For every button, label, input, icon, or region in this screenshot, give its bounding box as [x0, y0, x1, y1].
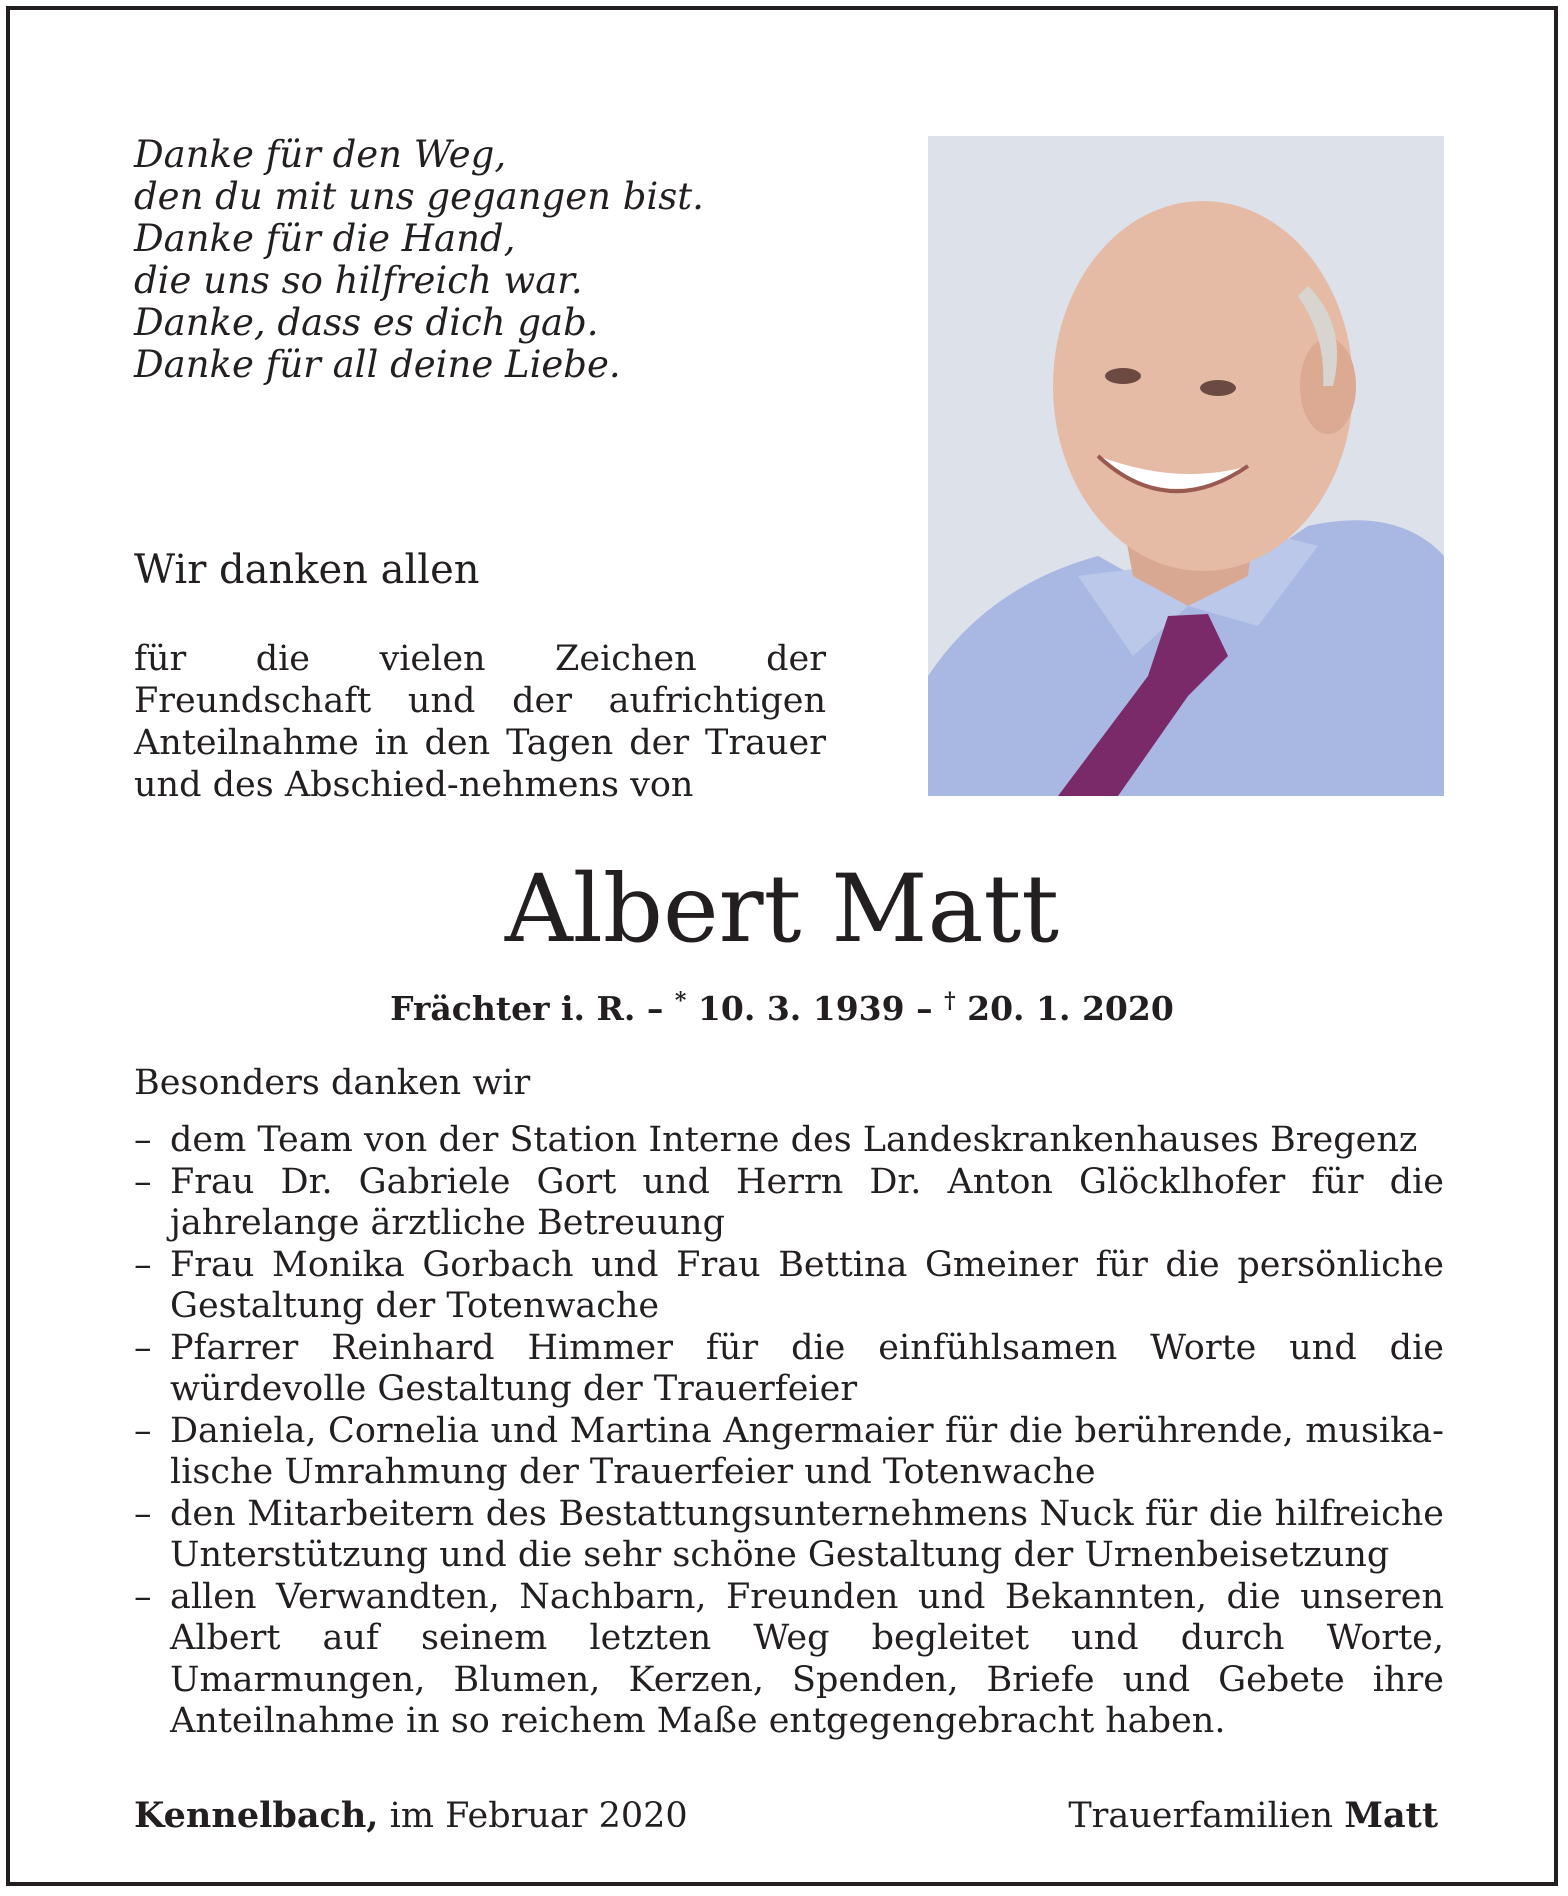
footer-family-name: Matt — [1344, 1795, 1438, 1836]
list-dash: – — [134, 1576, 152, 1617]
deceased-name: Albert Matt — [504, 855, 1060, 964]
list-item-text: allen Verwandten, Nachbarn, Freunden und Bekannten, die unseren Albert auf seinem letzten Weg begleitet und durch Worte, Umarmungen, Blumen, Kerzen, Spenden, Briefe und Gebete ihre Anteilnahme in so reichem Maße entgegengebracht haben. — [170, 1576, 1444, 1741]
intro-text: für die vielen Zeichen der Freundschaft und der aufrichtigen Anteilnahme in den Tagen der Trauer und des Abschied-nehmens von — [134, 639, 826, 805]
death-symbol: † — [944, 988, 956, 1014]
list-item-text: Daniela, Cornelia und Martina Angermaier für die berührende, musika-lische Umrahmung der Trauerfeier und Totenwache — [170, 1410, 1444, 1492]
list-dash: – — [134, 1327, 152, 1368]
list-item-text: Pfarrer Reinhard Himmer für die einfühlsamen Worte und die würdevolle Gestaltung der Trauerfeier — [170, 1327, 1444, 1409]
list-dash: – — [134, 1244, 152, 1285]
footer-place: Kennelbach, — [134, 1795, 379, 1836]
list-item-text: dem Team von der Station Interne des Landeskrankenhauses Bregenz — [170, 1120, 1418, 1160]
footer-date: im Februar 2020 — [389, 1796, 688, 1836]
portrait-photo — [928, 136, 1444, 796]
obituary-frame — [6, 6, 1558, 1886]
footer-family-prefix: Trauerfamilien — [1068, 1796, 1334, 1836]
list-item — [134, 1328, 1444, 1411]
list-dash: – — [134, 1493, 152, 1534]
list-item — [134, 1245, 1444, 1328]
poem-line: den du mit uns gegangen bist. — [134, 175, 704, 218]
list-item — [134, 1162, 1444, 1245]
poem-line: die uns so hilfreich war. — [134, 259, 583, 302]
list-item-text: den Mitarbeitern des Bestattungsunternehmens Nuck für die hilfreiche Unterstützung und die sehr schöne Gestaltung der Urnenbeisetzung — [170, 1493, 1444, 1575]
footer-family — [1068, 1795, 1438, 1837]
list-item — [134, 1494, 1444, 1577]
poem — [134, 134, 834, 386]
special-thanks-heading: Besonders danken wir — [134, 1063, 531, 1103]
list-item — [134, 1411, 1444, 1494]
list-item-text: Frau Dr. Gabriele Gort und Herrn Dr. Anton Glöcklhofer für die jahrelange ärztliche Betreuung — [170, 1161, 1444, 1243]
list-item — [134, 1120, 1444, 1162]
death-date: 20. 1. 2020 — [967, 989, 1174, 1028]
footer-place-date — [134, 1795, 688, 1837]
thanks-heading: Wir danken allen — [134, 547, 480, 593]
list-item-text: Frau Monika Gorbach und Frau Bettina Gmeiner für die persönliche Gestaltung der Totenwache — [170, 1244, 1444, 1326]
poem-line: Danke für all deine Liebe. — [134, 343, 621, 386]
thanks-list — [134, 1120, 1444, 1743]
list-dash: – — [134, 1410, 152, 1451]
list-dash: – — [134, 1161, 152, 1202]
list-item — [134, 1577, 1444, 1743]
list-dash: – — [134, 1120, 152, 1160]
birth-symbol: * — [674, 988, 687, 1014]
occupation: Frächter i. R. – — [390, 989, 664, 1028]
poem-line: Danke für die Hand, — [134, 217, 516, 260]
poem-line: Danke für den Weg, — [134, 133, 507, 176]
birth-date: 10. 3. 1939 – — [697, 989, 933, 1028]
portrait-illustration — [928, 136, 1444, 796]
poem-line: Danke, dass es dich gab. — [134, 301, 599, 344]
deceased-dates — [10, 980, 1554, 1030]
